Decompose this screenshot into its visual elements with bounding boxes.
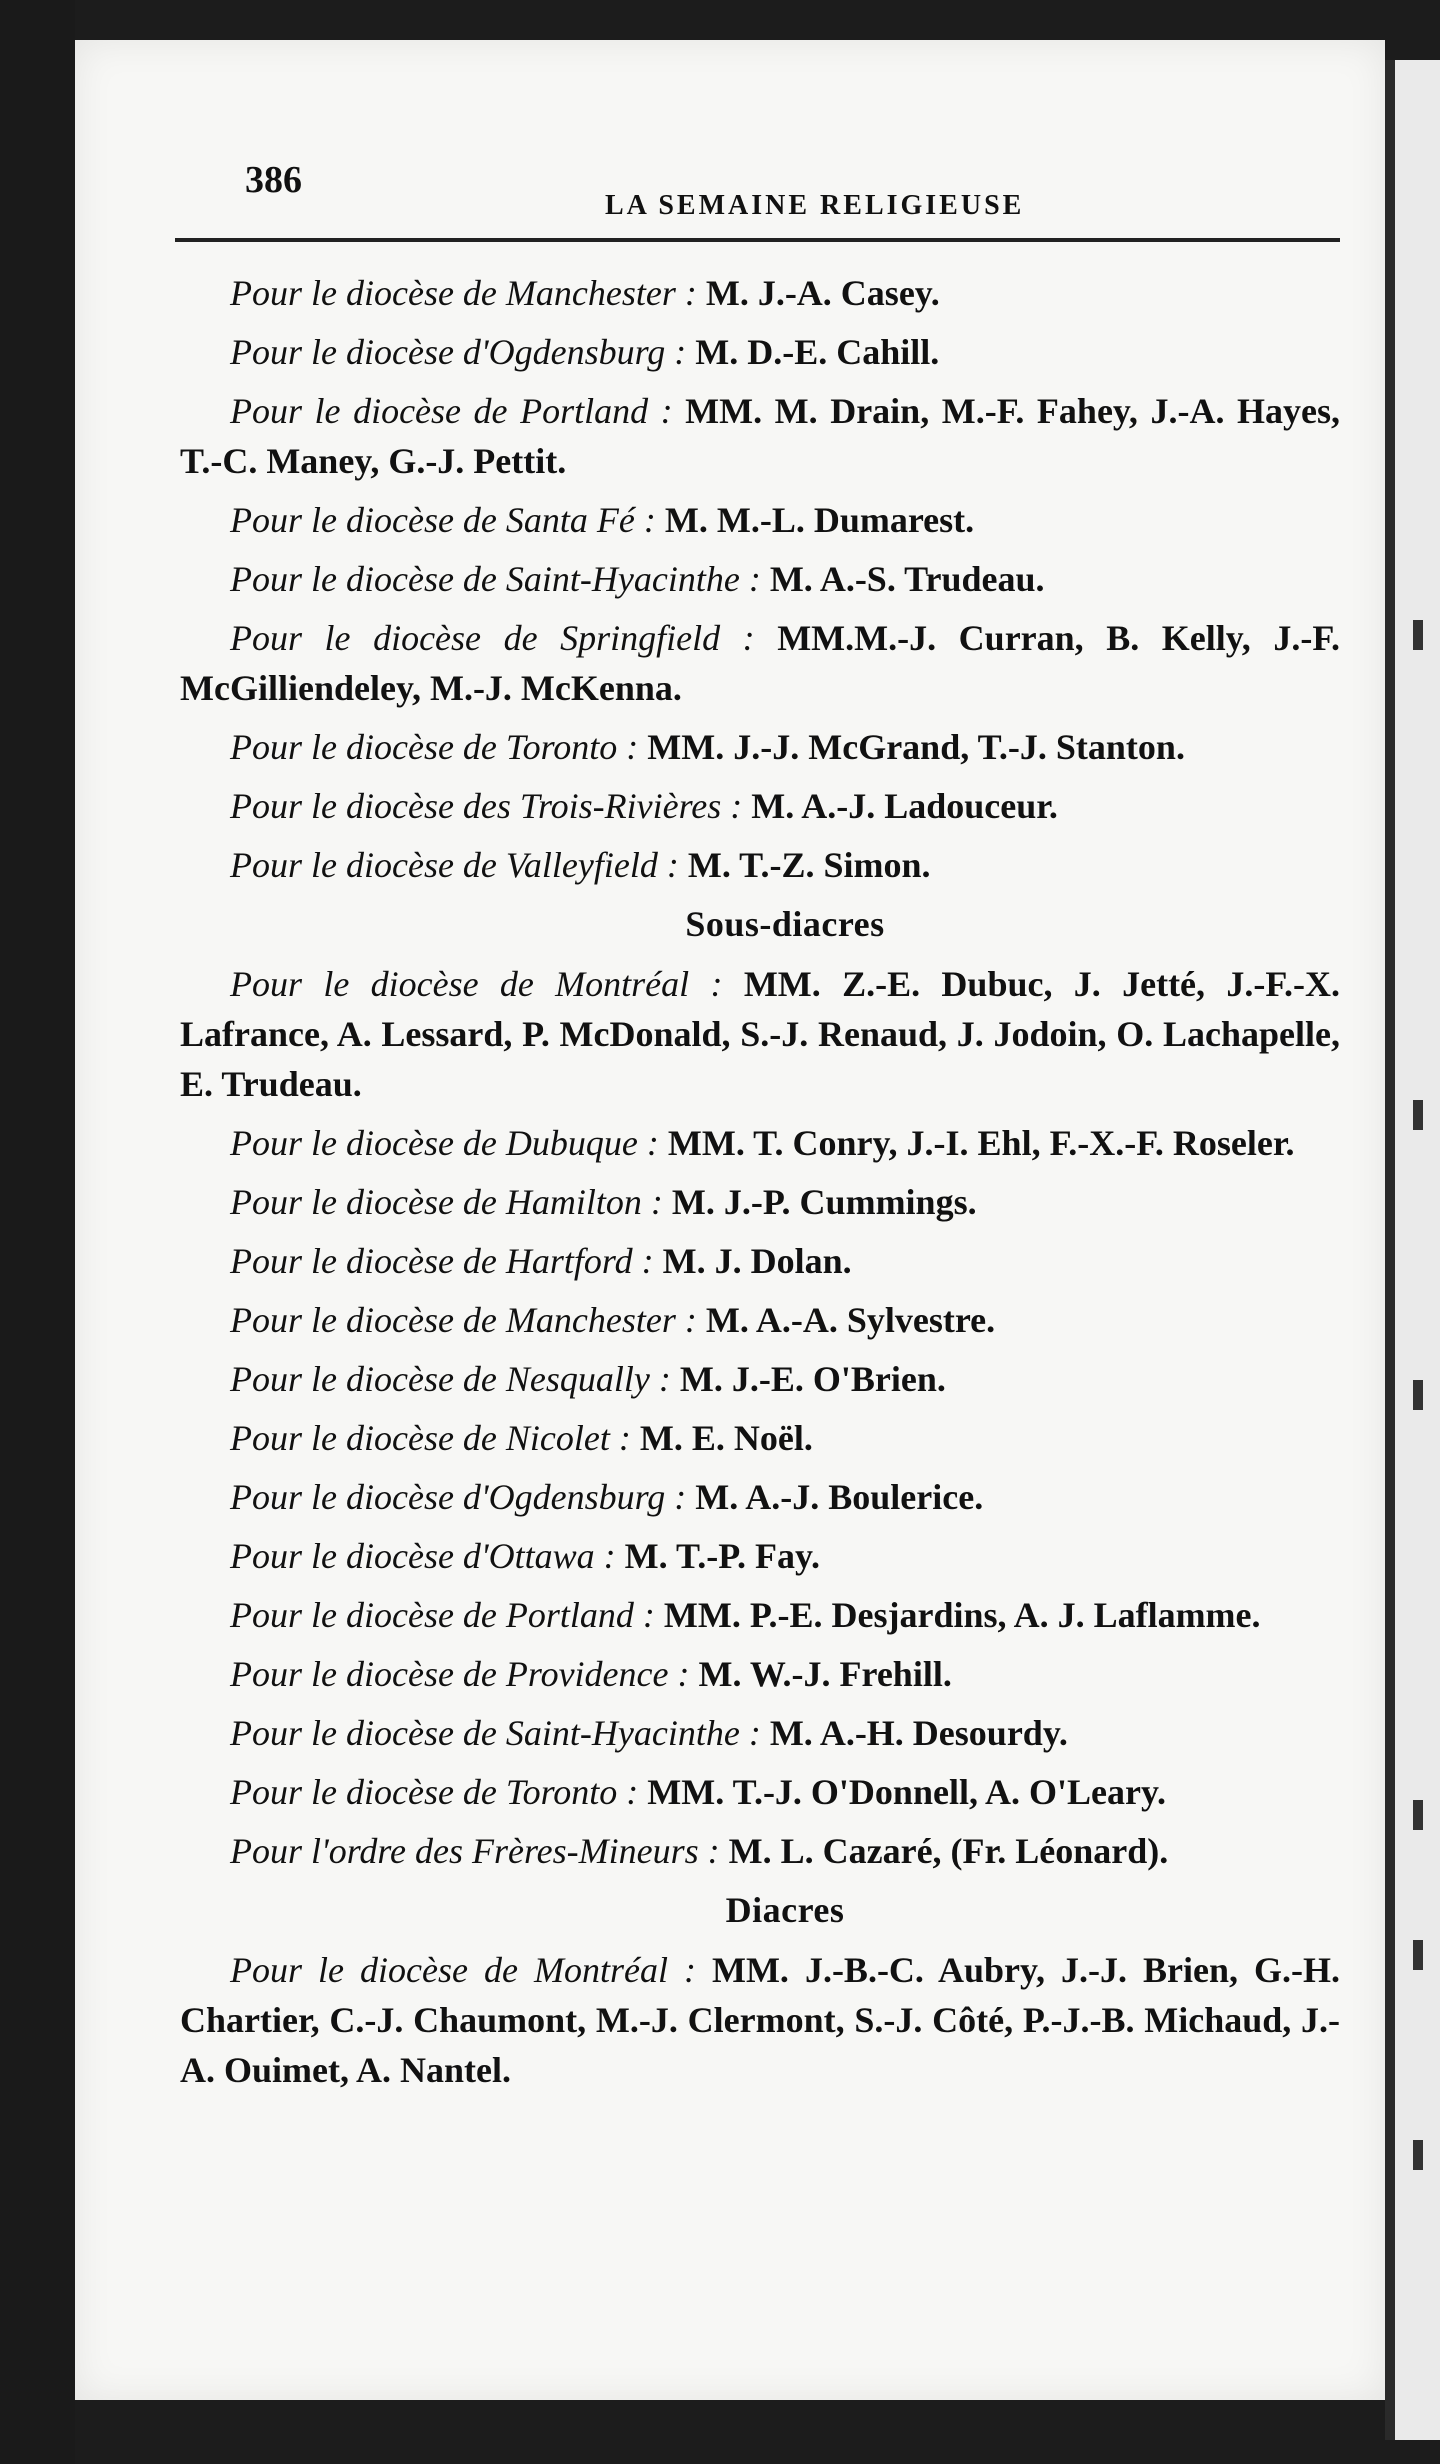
section-heading: Diacres bbox=[725, 1890, 845, 1930]
ordination-entry bbox=[180, 495, 1340, 545]
ordination-entry bbox=[180, 327, 1340, 377]
bleed-mark bbox=[1413, 620, 1423, 650]
ordinand-names: MM. J.-J. McGrand, T.-J. Stanton. bbox=[647, 727, 1185, 767]
diocese-label: Pour le diocèse de Nesqually : bbox=[230, 1359, 671, 1399]
ordination-entry bbox=[180, 722, 1340, 772]
ordination-entry bbox=[180, 1295, 1340, 1345]
diocese-label: Pour le diocèse de Hartford : bbox=[230, 1241, 654, 1281]
diocese-label: Pour le diocèse d'Ogdensburg : bbox=[230, 1477, 687, 1517]
diocese-label: Pour le diocèse d'Ottawa : bbox=[230, 1536, 616, 1576]
ordination-entry bbox=[180, 1649, 1340, 1699]
ordination-entry bbox=[180, 1354, 1340, 1404]
diocese-label: Pour le diocèse de Saint-Hyacinthe : bbox=[230, 559, 761, 599]
ordinand-names: M. J.-E. O'Brien. bbox=[679, 1359, 946, 1399]
ordination-entry bbox=[180, 1708, 1340, 1758]
ordination-entry bbox=[180, 1590, 1340, 1640]
diocese-label: Pour le diocèse de Springfield : bbox=[230, 618, 755, 658]
ordination-entry bbox=[180, 959, 1340, 1109]
ordinand-names: MM. J.-B.-C. Aubry, J.-J. Brien, G.-H. Chartier, C.-J. Chaumont, M.-J. Clermont, S.-J. Côté, P.-J.-B. Michaud, J.-A. Ouimet, A. Nantel. bbox=[180, 1950, 1341, 2090]
diocese-label: Pour le diocèse de Toronto : bbox=[230, 1772, 639, 1812]
ordinand-names: MM. P.-E. Desjardins, A. J. Laflamme. bbox=[663, 1595, 1261, 1635]
diocese-label: Pour le diocèse de Montréal : bbox=[230, 1950, 696, 1990]
page-header bbox=[175, 158, 1340, 242]
diocese-label: Pour le diocèse de Portland : bbox=[230, 391, 673, 431]
diocese-label: Pour le diocèse de Manchester : bbox=[230, 273, 697, 313]
ordinand-names: M. E. Noël. bbox=[639, 1418, 813, 1458]
ordination-entry bbox=[180, 1472, 1340, 1522]
page-number: 386 bbox=[245, 159, 302, 201]
diocese-label: Pour l'ordre des Frères-Mineurs : bbox=[230, 1831, 720, 1871]
ordination-entry bbox=[180, 1531, 1340, 1581]
ordination-entry bbox=[180, 840, 1340, 890]
ordination-entry bbox=[180, 1118, 1340, 1168]
diocese-label: Pour le diocèse d'Ogdensburg : bbox=[230, 332, 687, 372]
ordinand-names: M. A.-H. Desourdy. bbox=[769, 1713, 1068, 1753]
ordination-entry bbox=[180, 1826, 1340, 1876]
ordinand-names: M. D.-E. Cahill. bbox=[695, 332, 940, 372]
ordinand-names: M. L. Cazaré, (Fr. Léonard). bbox=[728, 1831, 1169, 1871]
ordinand-names: MM.M.-J. Curran, B. Kelly, J.-F. McGilliendeley, M.-J. McKenna. bbox=[180, 618, 1341, 708]
bleed-mark bbox=[1413, 1100, 1423, 1130]
diocese-label: Pour le diocèse de Dubuque : bbox=[230, 1123, 659, 1163]
ordination-entry bbox=[180, 1177, 1340, 1227]
bleed-mark bbox=[1413, 1800, 1423, 1830]
diocese-label: Pour le diocèse de Toronto : bbox=[230, 727, 639, 767]
ordination-entry bbox=[180, 613, 1340, 713]
ordinand-names: M. A.-A. Sylvestre. bbox=[705, 1300, 996, 1340]
bleed-mark bbox=[1413, 2140, 1423, 2170]
diocese-label: Pour le diocèse des Trois-Rivières : bbox=[230, 786, 743, 826]
ordination-entry bbox=[180, 554, 1340, 604]
ordination-entry bbox=[180, 1945, 1340, 2095]
ordination-entry bbox=[180, 268, 1340, 318]
bleed-mark bbox=[1413, 1380, 1423, 1410]
ordinand-names: M. A.-J. Ladouceur. bbox=[751, 786, 1058, 826]
diocese-label: Pour le diocèse de Valleyfield : bbox=[230, 845, 679, 885]
ordinand-names: M. A.-J. Boulerice. bbox=[695, 1477, 984, 1517]
ordinand-names: M. T.-P. Fay. bbox=[624, 1536, 820, 1576]
page-body bbox=[180, 268, 1341, 2104]
ordinand-names: MM. Z.-E. Dubuc, J. Jetté, J.-F.-X. Lafrance, A. Lessard, P. McDonald, S.-J. Renaud, J. Jodoin, O. Lachapelle, E. Trudeau. bbox=[180, 964, 1341, 1104]
ordinand-names: MM. T.-J. O'Donnell, A. O'Leary. bbox=[647, 1772, 1166, 1812]
diocese-label: Pour le diocèse de Saint-Hyacinthe : bbox=[230, 1713, 761, 1753]
diocese-label: Pour le diocèse de Nicolet : bbox=[230, 1418, 631, 1458]
ordinand-names: M. M.-L. Dumarest. bbox=[664, 500, 975, 540]
diocese-label: Pour le diocèse de Montréal : bbox=[230, 964, 723, 1004]
ordinand-names: M. J.-P. Cummings. bbox=[671, 1182, 977, 1222]
diocese-label: Pour le diocèse de Providence : bbox=[230, 1654, 690, 1694]
ordinand-names: MM. T. Conry, J.-I. Ehl, F.-X.-F. Roseler. bbox=[667, 1123, 1295, 1163]
ordinand-names: M. A.-S. Trudeau. bbox=[769, 559, 1045, 599]
next-page-edge bbox=[1385, 60, 1440, 2440]
ordinand-names: M. J.-A. Casey. bbox=[705, 273, 940, 313]
diocese-label: Pour le diocèse de Santa Fé : bbox=[230, 500, 656, 540]
ordination-entry bbox=[180, 781, 1340, 831]
section-heading: Sous-diacres bbox=[685, 904, 885, 944]
ordinand-names: M. W.-J. Frehill. bbox=[698, 1654, 952, 1694]
bleed-mark bbox=[1413, 1940, 1423, 1970]
ordinand-names: M. J. Dolan. bbox=[662, 1241, 852, 1281]
ordination-entry bbox=[180, 386, 1340, 486]
diocese-label: Pour le diocèse de Portland : bbox=[230, 1595, 655, 1635]
ordination-entry bbox=[180, 1767, 1340, 1817]
running-title: LA SEMAINE RELIGIEUSE bbox=[605, 190, 1025, 221]
diocese-label: Pour le diocèse de Manchester : bbox=[230, 1300, 697, 1340]
ordination-entry bbox=[180, 1236, 1340, 1286]
scan-border-left bbox=[0, 0, 75, 2464]
diocese-label: Pour le diocèse de Hamilton : bbox=[230, 1182, 663, 1222]
ordinand-names: M. T.-Z. Simon. bbox=[687, 845, 931, 885]
ordination-entry bbox=[180, 1413, 1340, 1463]
ordinand-names: MM. M. Drain, M.-F. Fahey, J.-A. Hayes, T.-C. Maney, G.-J. Pettit. bbox=[180, 391, 1340, 481]
